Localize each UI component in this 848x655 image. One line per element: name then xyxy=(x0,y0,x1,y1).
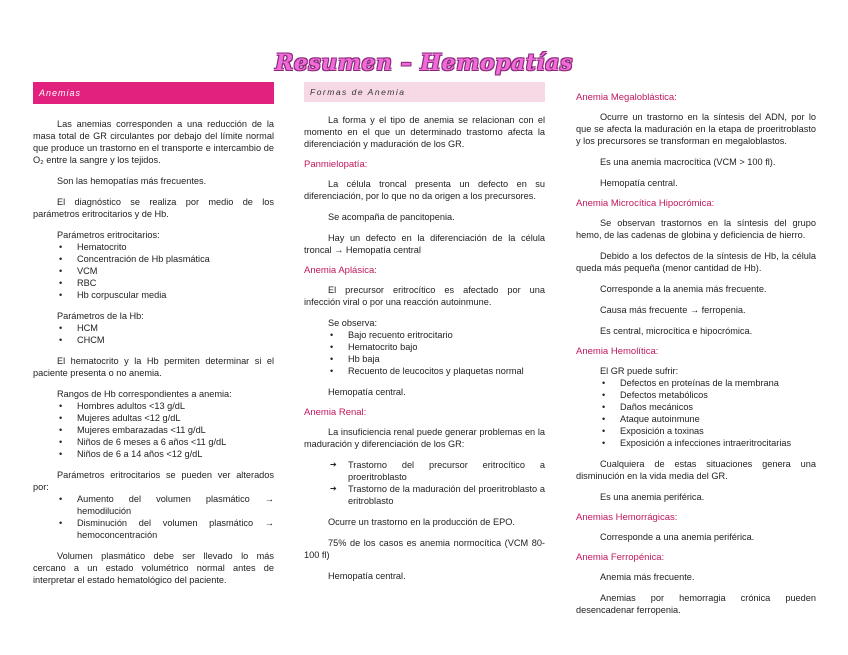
heading-ferropenica: Anemia Ferropénica: xyxy=(576,552,665,563)
paragraph: El diagnóstico se realiza por medio de los parámetros eritrocitarios y de Hb. xyxy=(33,197,274,219)
paragraph: La forma y el tipo de anemia se relacionan con el momento en el que un determinado trastorno afecta la diferenciación y maduración de los GR. xyxy=(304,115,545,149)
section-banner-formas: Formas de Anemia xyxy=(304,82,545,102)
list-item: • Aumento del volumen plasmático → hemodilución xyxy=(77,493,274,517)
paragraph: La célula troncal presenta un defecto en su diferenciación, por lo que no da origen a los precursores. xyxy=(304,179,545,201)
list-item: • Niños de 6 a 14 años <12 g/dL xyxy=(77,448,274,460)
list-item: • RBC xyxy=(77,277,274,289)
list-label: Parámetros de la Hb: xyxy=(57,311,144,321)
list-item: • HCM xyxy=(77,322,274,334)
paragraph: Parámetros eritrocitarios se pueden ver alterados por: xyxy=(33,470,274,492)
list-item: • Hb baja xyxy=(348,353,545,365)
paragraph: Es una anemia macrocítica (VCM > 100 fl). xyxy=(600,157,776,167)
list-item: • Hombres adultos <13 g/dL xyxy=(77,400,274,412)
paragraph: Anemias por hemorragia crónica pueden desencadenar ferropenia. xyxy=(576,593,816,615)
list-label: Rangos de Hb correspondientes a anemia: xyxy=(57,389,232,399)
list-item: • Daños mecánicos xyxy=(620,401,816,413)
paragraph: Corresponde a una anemia periférica. xyxy=(600,532,755,542)
paragraph: Hay un defecto en la diferenciación de la célula troncal → Hemopatía central xyxy=(304,233,545,255)
list-item: • Hematocrito xyxy=(77,241,274,253)
heading-panmielopatia: Panmielopatía: xyxy=(304,159,368,170)
list-item: • Disminución del volumen plasmático → hemoconcentración xyxy=(77,517,274,541)
page-title: Resumen – Hemopatías xyxy=(275,50,573,76)
heading-megaloblastica: Anemia Megaloblástica: xyxy=(576,92,677,103)
paragraph: Se observan trastornos en la síntesis del grupo hemo, de las cadenas de globina y deficiencia de hierro. xyxy=(576,218,816,240)
list-item: ➔ Trastorno de la maduración del proeritroblasto a eritroblasto xyxy=(348,483,545,507)
rangos-list xyxy=(33,400,274,460)
list-item: • Recuento de leucocitos y plaquetas normal xyxy=(348,365,545,377)
renal-list xyxy=(304,459,545,507)
list-item: • Defectos metabólicos xyxy=(620,389,816,401)
aplasica-list xyxy=(304,329,545,377)
list-item: • Defectos en proteínas de la membrana xyxy=(620,377,816,389)
list-label: El GR puede sufrir: xyxy=(600,366,679,376)
list-item: • Hematocrito bajo xyxy=(348,341,545,353)
hb-list xyxy=(33,322,274,346)
paragraph: El precursor eritrocítico es afectado por una infección viral o por una reacción autoinmune. xyxy=(304,285,545,307)
paragraph: Es una anemia periférica. xyxy=(600,492,705,502)
list-item: • Hb corpuscular media xyxy=(77,289,274,301)
alteraciones-list xyxy=(33,493,274,541)
eritrocitarios-list xyxy=(33,241,274,301)
list-label: Parámetros eritrocitarios: xyxy=(57,230,160,240)
paragraph: Hemopatía central. xyxy=(328,571,406,581)
paragraph: Ocurre un trastorno en la síntesis del ADN, por lo que se afecta la maduración en la etapa de proeritroblasto y los precursores se transforman en megaloblastos. xyxy=(576,112,816,146)
paragraph: Corresponde a la anemia más frecuente. xyxy=(600,284,767,294)
paragraph: Cualquiera de estas situaciones genera una disminución en la vida media del GR. xyxy=(576,459,816,481)
list-item: • Mujeres adultas <12 g/dL xyxy=(77,412,274,424)
list-label: Se observa: xyxy=(328,318,378,328)
list-item: • Concentración de Hb plasmática xyxy=(77,253,274,265)
heading-renal: Anemia Renal: xyxy=(304,407,367,418)
column-anemias xyxy=(33,82,274,595)
paragraph: Hemopatía central. xyxy=(600,178,678,188)
column-formas-anemia xyxy=(304,82,545,591)
paragraph: Anemia más frecuente. xyxy=(600,572,695,582)
paragraph: Hemopatía central. xyxy=(328,387,406,397)
paragraph: Debido a los defectos de la síntesis de Hb, la célula queda más pequeña (menor cantidad de Hb). xyxy=(576,251,816,273)
list-item: • Niños de 6 meses a 6 años <11 g/dL xyxy=(77,436,274,448)
list-item: • Ataque autoinmune xyxy=(620,413,816,425)
paragraph: Volumen plasmático debe ser llevado lo más cercano a un estado volumétrico normal antes de interpretar el estado hematológico del paciente. xyxy=(33,551,274,585)
list-item: • Mujeres embarazadas <11 g/dL xyxy=(77,424,274,436)
section-banner-anemias: Anemias xyxy=(33,82,274,104)
heading-hemorragicas: Anemias Hemorrágicas: xyxy=(576,512,678,523)
list-item: • Exposición a toxinas xyxy=(620,425,816,437)
paragraph: La insuficiencia renal puede generar problemas en la maduración y diferenciación de los GR: xyxy=(304,427,545,449)
list-item: • CHCM xyxy=(77,334,274,346)
heading-microcitica: Anemia Microcítica Hipocrómica: xyxy=(576,198,715,209)
paragraph: Es central, microcítica e hipocrómica. xyxy=(600,326,753,336)
heading-aplasica: Anemia Aplásica: xyxy=(304,265,377,276)
paragraph: Son las hemopatías más frecuentes. xyxy=(57,176,207,186)
paragraph: 75% de los casos es anemia normocítica (VCM 80-100 fl) xyxy=(304,538,545,560)
list-item: • Bajo recuento eritrocitario xyxy=(348,329,545,341)
list-item: ➔ Trastorno del precursor eritrocítico a proeritroblasto xyxy=(348,459,545,483)
paragraph: Causa más frecuente → ferropenia. xyxy=(600,305,746,315)
paragraph: Se acompaña de pancitopenia. xyxy=(328,212,455,222)
heading-hemolitica: Anemia Hemolítica: xyxy=(576,346,659,357)
paragraph: Ocurre un trastorno en la producción de EPO. xyxy=(328,517,515,527)
list-item: • VCM xyxy=(77,265,274,277)
paragraph: Las anemias corresponden a una reducción de la masa total de GR circulantes por debajo del límite normal que produce un trastorno en el transporte e intercambio de O₂ entre la sangre y los tejidos. xyxy=(33,119,274,165)
paragraph: El hematocrito y la Hb permiten determinar si el paciente presenta o no anemia. xyxy=(33,356,274,378)
hemolitica-list xyxy=(576,377,816,449)
list-item: • Exposición a infecciones intraeritrocitarias xyxy=(620,437,816,449)
column-tipos-anemia xyxy=(576,92,816,625)
